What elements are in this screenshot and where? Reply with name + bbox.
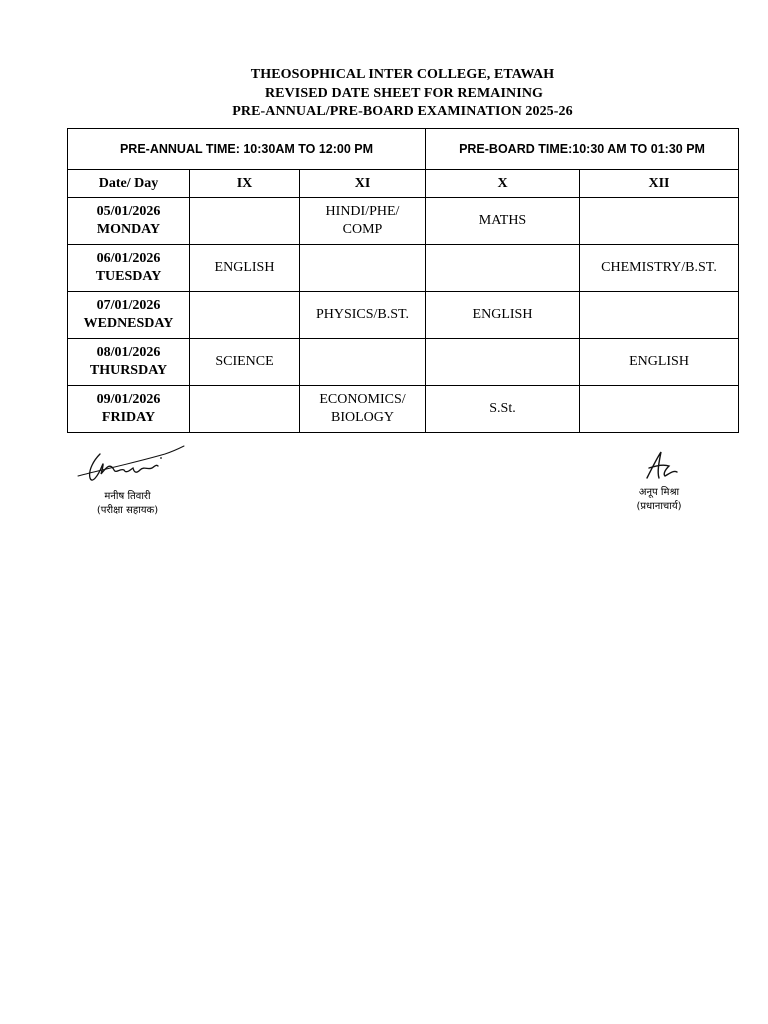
- college-name: THEOSOPHICAL INTER COLLEGE, ETAWAH: [250, 67, 555, 82]
- date-text: 07/01/2026: [96, 298, 161, 313]
- exam-title: PRE-ANNUAL/PRE-BOARD EXAMINATION 2025-26: [232, 104, 573, 119]
- header-class-xii: XII: [580, 170, 739, 198]
- subject-text: ECONOMICS/: [319, 392, 406, 407]
- class-x-cell: [426, 386, 580, 433]
- header-class-x: X: [426, 170, 580, 198]
- signatory-role: (प्रधानाचार्य): [636, 501, 682, 512]
- class-xii-cell: [580, 292, 739, 339]
- class-xi-cell: [300, 339, 426, 386]
- class-ix-cell: [190, 198, 300, 245]
- day-text: MONDAY: [96, 222, 161, 237]
- class-x-cell: [426, 198, 580, 245]
- date-sheet-table: [67, 128, 739, 433]
- subject-text: S.St.: [489, 401, 516, 416]
- subject-text: BIOLOGY: [331, 410, 394, 425]
- table-row: [68, 339, 739, 386]
- table-row: [68, 386, 739, 433]
- day-text: TUESDAY: [95, 269, 162, 284]
- class-xi-cell: [300, 198, 426, 245]
- class-xi-cell: [300, 245, 426, 292]
- header-date-day: Date/ Day: [68, 170, 190, 198]
- date-cell: [68, 386, 190, 433]
- table-row: [68, 198, 739, 245]
- table-row: [68, 245, 739, 292]
- class-x-cell: [426, 292, 580, 339]
- date-cell: [68, 198, 190, 245]
- subject-text: ENGLISH: [472, 307, 533, 322]
- class-xi-cell: [300, 292, 426, 339]
- pre-board-time: PRE-BOARD TIME:10:30 AM TO 01:30 PM: [426, 129, 739, 170]
- date-text: 09/01/2026: [96, 392, 161, 407]
- header-class-xi: XI: [300, 170, 426, 198]
- subject-text: PHYSICS/B.ST.: [315, 307, 410, 322]
- document-header: [0, 66, 768, 122]
- handwritten-signature: [629, 448, 689, 484]
- class-ix-cell: ENGLISH: [190, 245, 300, 292]
- class-xii-cell: CHEMISTRY/B.ST.: [580, 245, 739, 292]
- class-ix-cell: SCIENCE: [190, 339, 300, 386]
- class-ix-cell: [190, 292, 300, 339]
- sheet-title: REVISED DATE SHEET FOR REMAINING: [264, 85, 544, 101]
- date-cell: [68, 292, 190, 339]
- day-text: THURSDAY: [89, 363, 168, 378]
- subject-text: MATHS: [478, 213, 527, 228]
- date-cell: [68, 339, 190, 386]
- timing-row: [68, 129, 739, 170]
- class-xii-cell: [580, 198, 739, 245]
- signature-block-principal: [604, 448, 714, 514]
- class-ix-cell: [190, 386, 300, 433]
- date-cell: [68, 245, 190, 292]
- class-x-cell: [426, 339, 580, 386]
- signatory-name: मनीष तिवारी: [104, 491, 151, 502]
- class-xi-cell: [300, 386, 426, 433]
- date-text: 06/01/2026: [96, 251, 161, 266]
- signatory-name: अनूप मिश्रा: [638, 487, 680, 498]
- header-class-ix: IX: [190, 170, 300, 198]
- day-text: WEDNESDAY: [83, 316, 174, 331]
- signature-block-exam-assistant: [70, 440, 185, 518]
- handwritten-signature: [70, 440, 185, 488]
- day-text: FRIDAY: [101, 410, 156, 425]
- date-text: 08/01/2026: [96, 345, 161, 360]
- class-x-cell: [426, 245, 580, 292]
- signatory-role: (परीक्षा सहायक): [96, 505, 159, 516]
- pre-annual-time: PRE-ANNUAL TIME: 10:30AM TO 12:00 PM: [68, 129, 426, 170]
- table-row: [68, 292, 739, 339]
- date-text: 05/01/2026: [96, 204, 161, 219]
- column-header-row: [68, 170, 739, 198]
- subject-text: HINDI/PHE/: [325, 204, 400, 219]
- subject-text: COMP: [342, 222, 383, 237]
- class-xii-cell: [580, 386, 739, 433]
- class-xii-cell: ENGLISH: [580, 339, 739, 386]
